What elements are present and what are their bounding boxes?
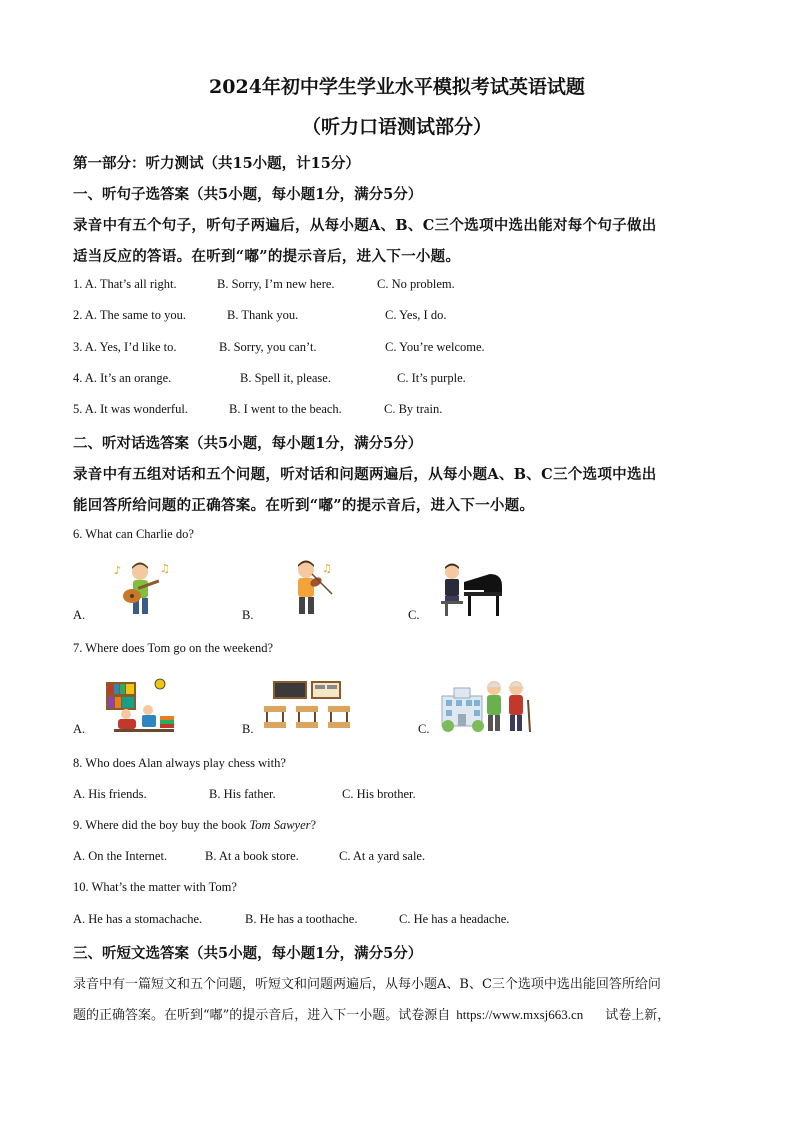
q10-option-a: A. He has a stomachache. bbox=[73, 912, 203, 926]
library-reading-icon bbox=[104, 676, 176, 734]
q4-option-b: B. Spell it, please. bbox=[240, 371, 331, 385]
q10-text: 10. What’s the matter with Tom? bbox=[73, 880, 237, 894]
source-url-link[interactable]: https://www.mxsj663.cn bbox=[456, 1007, 584, 1022]
section1-heading: 一、听句子选答案（共5小题，每小题1分，满分5分） bbox=[73, 186, 423, 203]
section3-instruction-line1: 录音中有一篇短文和五个问题，听短文和问题两遍后，从每小题A、B、C三个选项中选出能回答所给问 bbox=[73, 977, 661, 992]
boy-violin-icon bbox=[282, 558, 338, 618]
section3-instruction-suffix: 试卷上新， bbox=[605, 1008, 671, 1023]
q5-option-a: 5. A. It was wonderful. bbox=[73, 402, 188, 416]
part1-heading: 第一部分：听力测试（共15小题，计15分） bbox=[73, 155, 360, 172]
q8-text: 8. Who does Alan always play chess with? bbox=[73, 756, 286, 770]
section3-instruction-prefix: 题的正确答案。在听到“嘟”的提示音后，进入下一小题。试卷源自 bbox=[73, 1008, 451, 1023]
q6-text: 6. What can Charlie do? bbox=[73, 527, 194, 541]
q7-text: 7. Where does Tom go on the weekend? bbox=[73, 641, 273, 655]
nursing-home-elderly-icon bbox=[440, 678, 536, 734]
q2-option-b: B. Thank you. bbox=[227, 308, 299, 322]
q3-option-c: C. You’re welcome. bbox=[385, 340, 485, 354]
section1-instruction-line2: 适当反应的答语。在听到“嘟”的提示音后，进入下一小题。 bbox=[73, 248, 461, 265]
svg-text:♫: ♫ bbox=[322, 562, 332, 575]
q1-option-a: 1. A. That’s all right. bbox=[73, 277, 177, 291]
q3-option-b: B. Sorry, you can’t. bbox=[219, 340, 317, 354]
q7-label-b: B. bbox=[242, 722, 254, 736]
q6-label-c: C. bbox=[408, 608, 420, 622]
q4-option-c: C. It’s purple. bbox=[397, 371, 466, 385]
boy-guitar-icon bbox=[112, 560, 174, 618]
q5-option-b: B. I went to the beach. bbox=[229, 402, 342, 416]
q9-option-c: C. At a yard sale. bbox=[339, 849, 426, 863]
exam-title: 2024年初中学生学业水平模拟考试英语试题 bbox=[209, 76, 585, 98]
q9-text-prefix: 9. Where did the boy buy the book bbox=[73, 818, 250, 832]
q9-text bbox=[73, 818, 316, 833]
q8-option-c: C. His brother. bbox=[342, 787, 416, 801]
boy-piano-icon bbox=[438, 560, 504, 618]
q1-option-c: C. No problem. bbox=[377, 277, 455, 291]
section2-heading: 二、听对话选答案（共5小题，每小题1分，满分5分） bbox=[73, 435, 423, 452]
section1-instruction-line1: 录音中有五个句子，听句子两遍后，从每小题A、B、C三个选项中选出能对每个句子做出 bbox=[73, 217, 657, 234]
q3-option-a: 3. A. Yes, I’d like to. bbox=[73, 340, 177, 354]
q9-option-a: A. On the Internet. bbox=[73, 849, 168, 863]
q8-option-b: B. His father. bbox=[209, 787, 276, 801]
q9-book-title: Tom Sawyer bbox=[249, 818, 311, 832]
q8-option-a: A. His friends. bbox=[73, 787, 147, 801]
q6-label-a: A. bbox=[73, 608, 86, 622]
q7-label-a: A. bbox=[73, 722, 86, 736]
q7-label-c: C. bbox=[418, 722, 430, 736]
q6-label-b: B. bbox=[242, 608, 254, 622]
section2-instruction-line2: 能回答所给问题的正确答案。在听到“嘟”的提示音后，进入下一小题。 bbox=[73, 497, 535, 514]
q5-option-c: C. By train. bbox=[384, 402, 443, 416]
q2-option-a: 2. A. The same to you. bbox=[73, 308, 186, 322]
q1-option-b: B. Sorry, I’m new here. bbox=[217, 277, 335, 291]
classroom-desks-icon bbox=[262, 680, 352, 734]
svg-text:♫: ♫ bbox=[160, 562, 170, 575]
section3-instruction-line2 bbox=[73, 1004, 670, 1023]
exam-subtitle: （听力口语测试部分） bbox=[301, 116, 492, 138]
q2-option-c: C. Yes, I do. bbox=[385, 308, 447, 322]
section2-instruction-line1: 录音中有五组对话和五个问题，听对话和问题两遍后，从每小题A、B、C三个选项中选出 bbox=[73, 466, 657, 483]
q10-option-b: B. He has a toothache. bbox=[245, 912, 358, 926]
q9-option-b: B. At a book store. bbox=[205, 849, 299, 863]
section3-heading: 三、听短文选答案（共5小题，每小题1分，满分5分） bbox=[73, 945, 423, 962]
q10-option-c: C. He has a headache. bbox=[399, 912, 510, 926]
q9-text-suffix: ? bbox=[310, 818, 317, 832]
svg-text:♪: ♪ bbox=[114, 564, 122, 577]
q4-option-a: 4. A. It’s an orange. bbox=[73, 371, 172, 385]
